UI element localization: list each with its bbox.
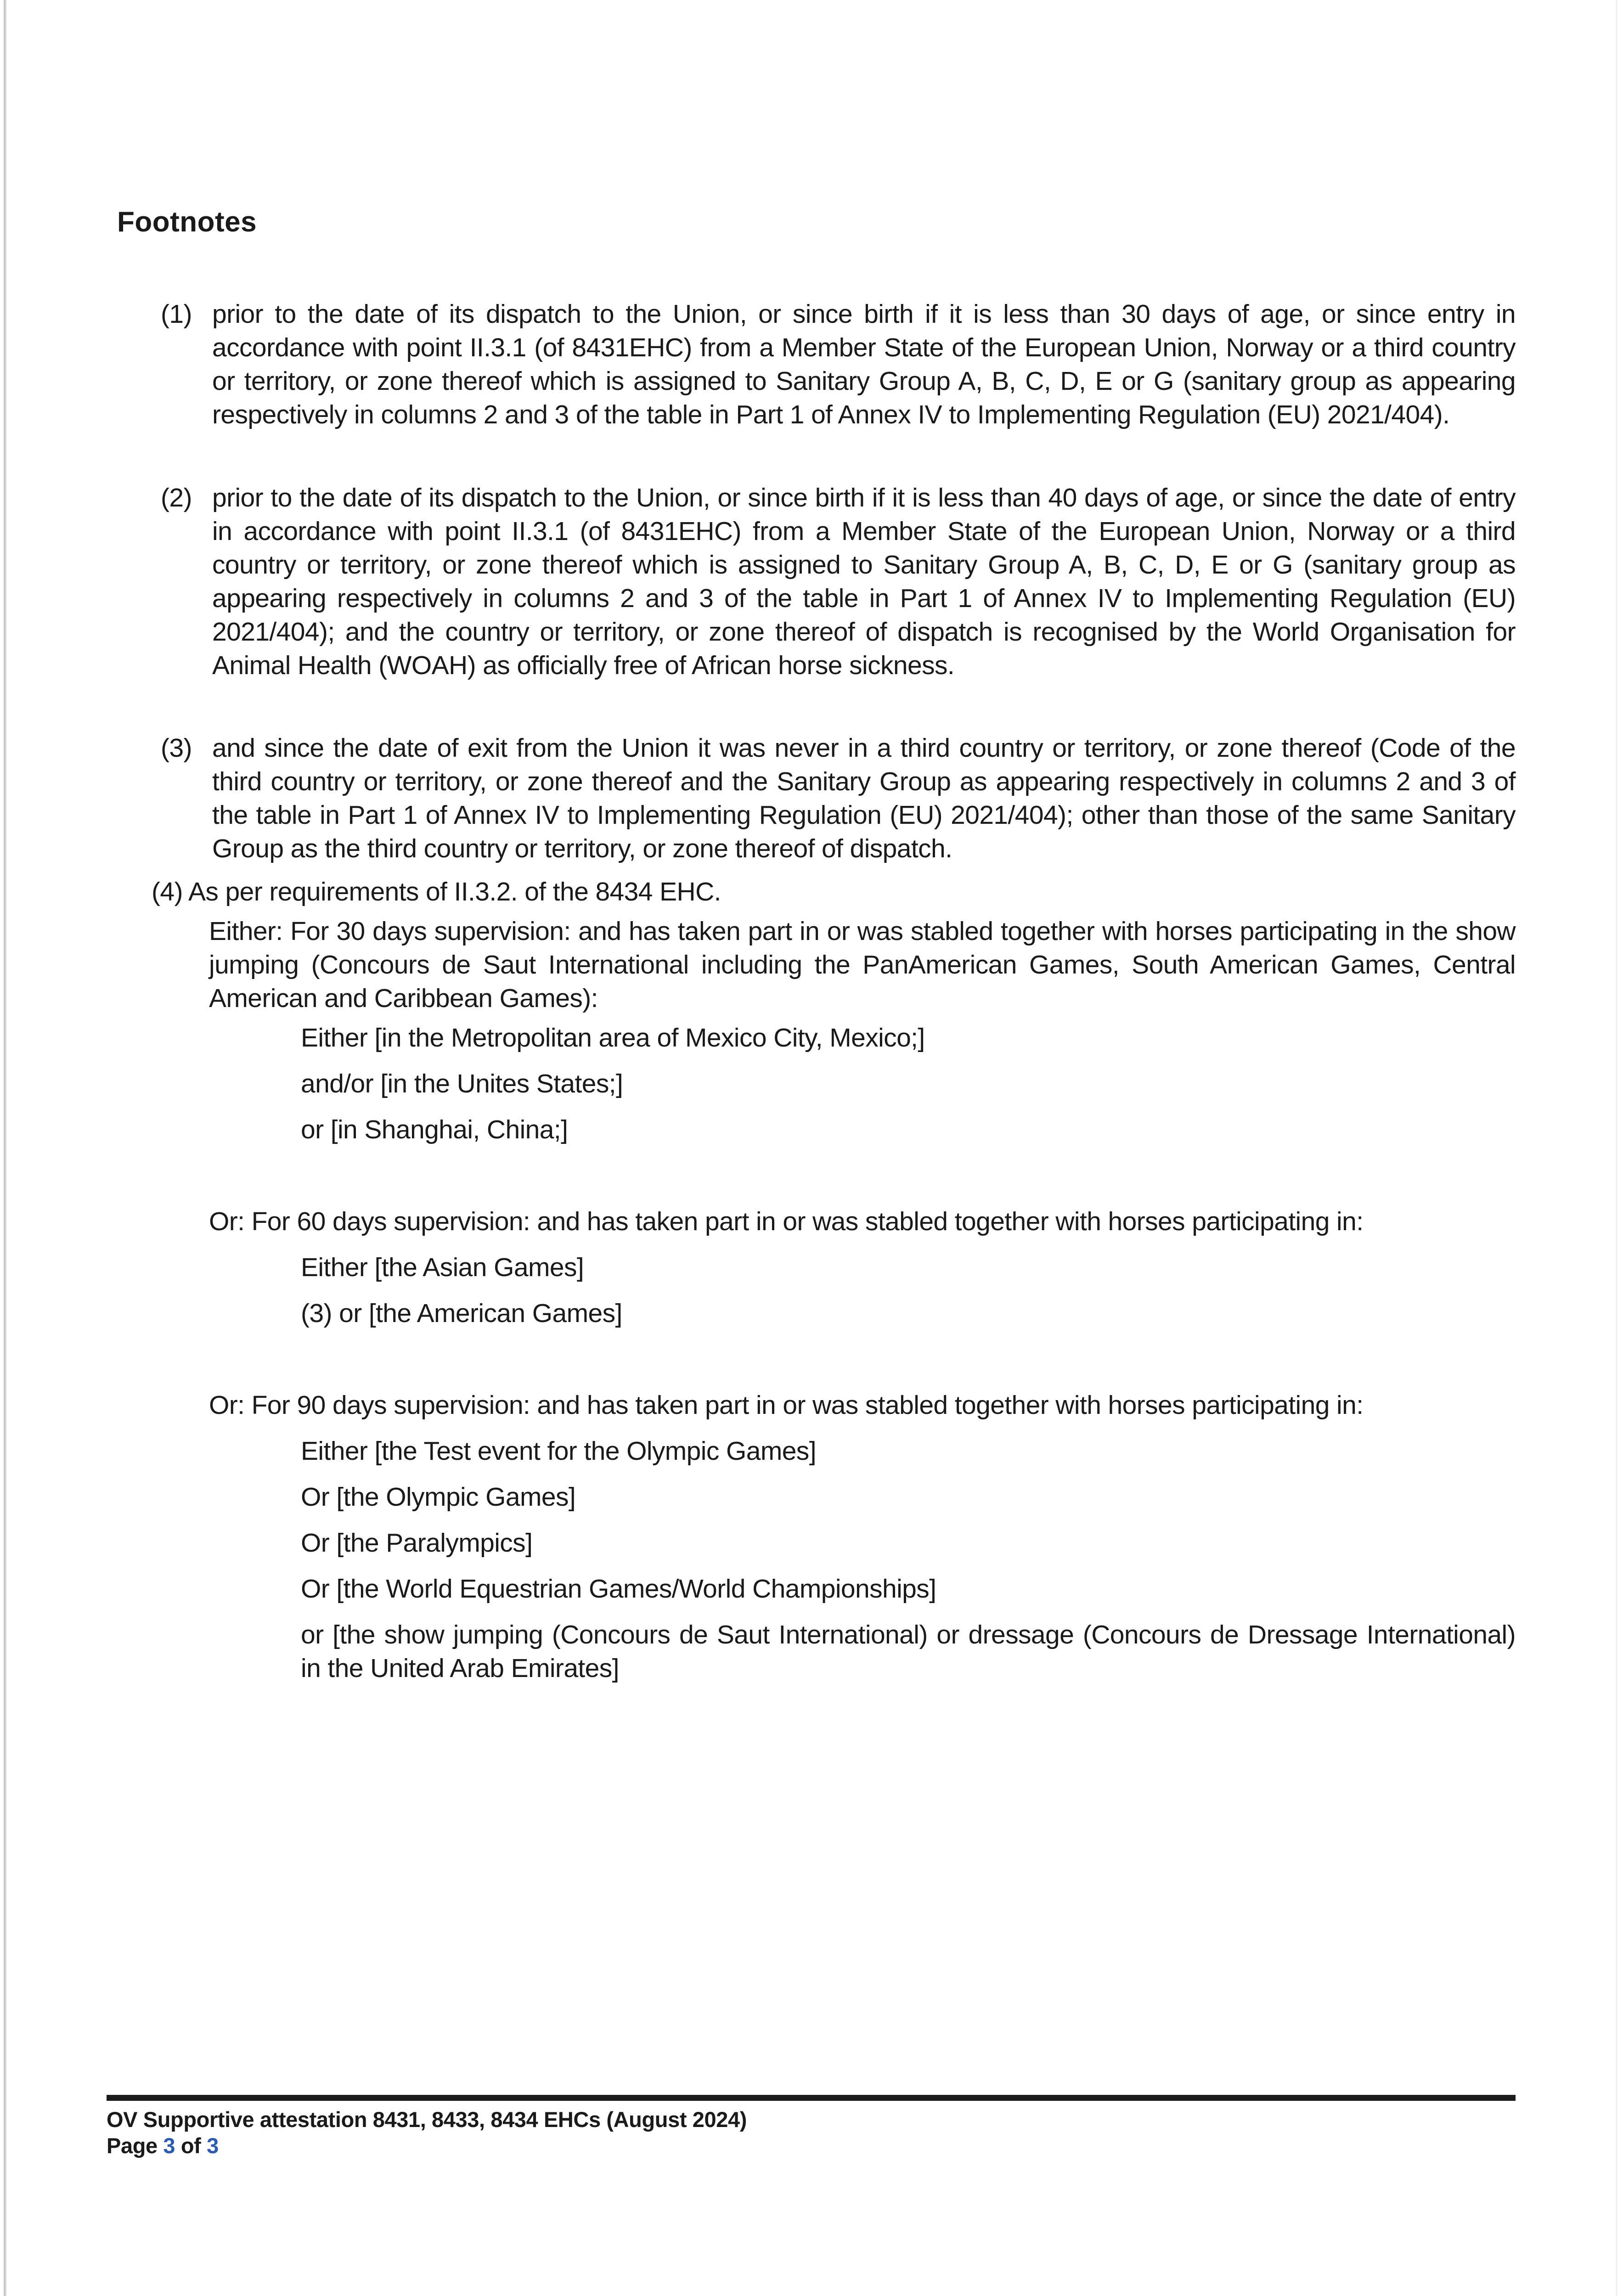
footnote-text: prior to the date of its dispatch to the Union, or since birth if it is less than 30 days of age, or since entry in accordance with point II.3.1 (of 8431EHC) from a Member State of the European Union, Norway or a third country or territory, or zone thereof which is assigned to Sanitary Group A, B, C, D, E or G (sanitary group as appearing respectively in columns 2 and 3 of the table in Part 1 of Annex IV to Implementing Regulation (EU) 2021/404). — [212, 299, 1516, 429]
current-page-number: 3 — [163, 2133, 175, 2158]
footer-page-number — [107, 2133, 219, 2158]
option-asian-games: Either [the Asian Games] — [301, 1253, 584, 1282]
option-world-equestrian-games: Or [the World Equestrian Games/World Championships] — [301, 1574, 936, 1604]
option-olympic-games: Or [the Olympic Games] — [301, 1482, 576, 1512]
supervision-90-days-intro: Or: For 90 days supervision: and has taken part in or was stabled together with horses participating in: — [209, 1390, 1364, 1420]
scan-edge-line — [4, 0, 6, 2296]
option-uae-show-jumping-dressage: or [the show jumping (Concours de Saut International) or dressage (Concours de Dressage International) in the United Arab Emirates] — [301, 1620, 1516, 1683]
footnote-text: prior to the date of its dispatch to the Union, or since birth if it is less than 40 days of age, or since the date of entry in accordance with point II.3.1 (of 8431EHC) from a Member State of the European Union, Norway or a third country or territory, or zone thereof which is assigned to Sanitary Group A, B, C, D, E or G (sanitary group as appearing respectively in columns 2 and 3 of the table in Part 1 of Annex IV to Implementing Regulation (EU) 2021/404); and the country or territory, or zone thereof of dispatch is recognised by the World Organisation for Animal Health (WOAH) as officially free of African horse sickness. — [212, 483, 1516, 680]
footnote-3 — [161, 732, 1516, 866]
option-united-states: and/or [in the Unites States;] — [301, 1069, 623, 1098]
footnote-4-title: (4) As per requirements of II.3.2. of the 8434 EHC. — [152, 877, 721, 906]
footnote-2 — [161, 481, 1516, 682]
footnotes-heading: Footnotes — [117, 206, 257, 238]
footnote-number: (2) — [161, 483, 192, 512]
option-shanghai: or [in Shanghai, China;] — [301, 1115, 568, 1144]
total-pages-number: 3 — [207, 2133, 219, 2158]
supervision-30-days-intro: Either: For 30 days supervision: and has taken part in or was stabled together with horses participating in the show jumping (Concours de Saut International including the PanAmerican Games, South American Games, Central American and Caribbean Games): — [209, 917, 1516, 1013]
footnote-number: (1) — [161, 299, 192, 329]
supervision-60-days-intro: Or: For 60 days supervision: and has taken part in or was stabled together with horses participating in: — [209, 1207, 1364, 1236]
option-olympic-test-event: Either [the Test event for the Olympic Games] — [301, 1436, 816, 1466]
footer-divider — [107, 2095, 1516, 2101]
footnote-1 — [161, 298, 1516, 432]
option-american-games: (3) or [the American Games] — [301, 1299, 622, 1328]
footer-document-title: OV Supportive attestation 8431, 8433, 8434 EHCs (August 2024) — [107, 2107, 747, 2132]
page-prefix: Page — [107, 2133, 158, 2158]
option-mexico-city: Either [in the Metropolitan area of Mexico City, Mexico;] — [301, 1023, 925, 1052]
page-separator: of — [180, 2133, 201, 2158]
footnote-text: and since the date of exit from the Union it was never in a third country or territory, or zone thereof (Code of the third country or territory, or zone thereof and the Sanitary Group as appearing respectively in columns 2 and 3 of the table in Part 1 of Annex IV to Implementing Regulation (EU) 2021/404); other than those of the same Sanitary Group as the third country or territory, or zone thereof of dispatch. — [212, 733, 1516, 863]
option-paralympics: Or [the Paralympics] — [301, 1528, 533, 1558]
scan-edge-line-right — [1616, 0, 1617, 2296]
footnote-number: (3) — [161, 733, 192, 763]
